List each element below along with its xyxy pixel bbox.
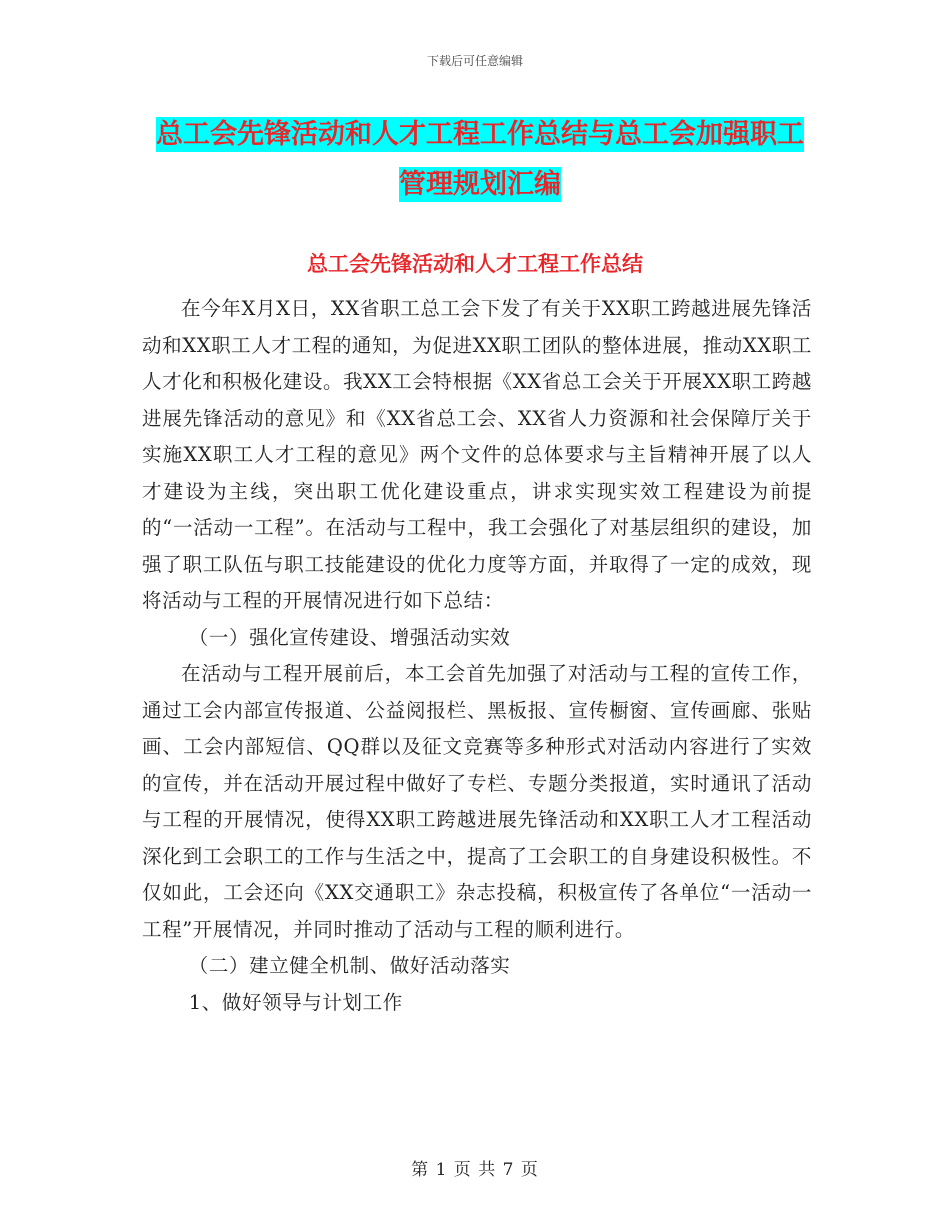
document-title-text: 总工会先锋活动和人才工程工作总结与总工会加强职工管理规划汇编 bbox=[156, 119, 804, 200]
section-title: 总工会先锋活动和人才工程工作总结 bbox=[307, 252, 643, 276]
paragraph-publicity: 在活动与工程开展前后，本工会首先加强了对活动与工程的宣传工作，通过工会内部宣传报道、公益阅报栏、黑板报、宣传橱窗、宣传画廊、张贴画、工会内部短信、QQ群以及征文竞赛等多种形式对活动内容进行了实效的宣传，并在活动开展过程中做好了专栏、专题分类报道，实时通讯了活动与工程的开展情况，使得XX职工跨越进展先锋活动和XX职工人才工程活动深化到工会职工的工作与生活之中，提高了工会职工的自身建设积极性。不仅如此，工会还向《XX交通职工》杂志投稿，积极宣传了各单位“一活动一工程”开展情况，并同时推动了活动与工程的顺利进行。 bbox=[142, 662, 812, 941]
subheading-mechanism: （二）建立健全机制、做好活动落实 bbox=[188, 954, 511, 977]
subheading-leadership: 1、做好领导与计划工作 bbox=[188, 990, 403, 1014]
document-body bbox=[142, 291, 812, 1021]
subheading-publicity: （一）强化宣传建设、增强活动实效 bbox=[188, 625, 511, 649]
header-note: 下载后可任意编辑 bbox=[426, 54, 523, 68]
page-number-footer: 第 1 页 共 7 页 bbox=[411, 1160, 539, 1180]
document-title bbox=[150, 110, 810, 210]
paragraph-intro: 在今年X月X日，XX省职工总工会下发了有关于XX职工跨越进展先锋活动和XX职工人才工程的通知，为促进XX职工团队的整体进展，推动XX职工人才化和积极化建设。我XX工会特根据《XX省总工会关于开展XX职工跨越进展先锋活动的意见》和《XX省总工会、XX省人力资源和社会保障厅关于实施XX职工人才工程的意见》两个文件的总体要求与主旨精神开展了以人才建设为主线，突出职工优化建设重点，讲求实现实效工程建设为前提的“一活动一工程”。在活动与工程中，我工会强化了对基层组织的建设，加强了职工队伍与职工技能建设的优化力度等方面，并取得了一定的成效，现将活动与工程的开展情况进行如下总结： bbox=[142, 297, 812, 612]
